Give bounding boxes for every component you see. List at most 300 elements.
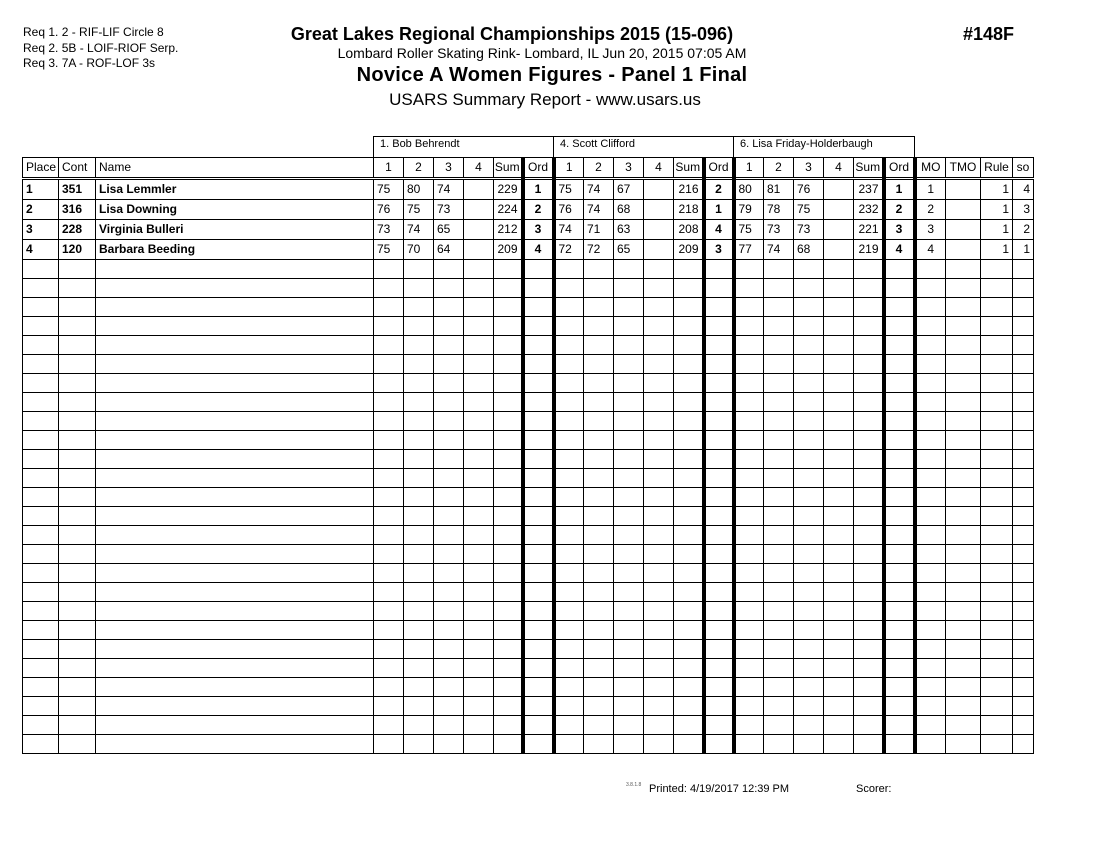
empty-cell [824,507,854,526]
empty-cell [644,279,674,298]
empty-cell [494,488,523,507]
empty-cell [981,488,1013,507]
empty-cell [824,412,854,431]
empty-cell [915,355,946,374]
empty-cell [644,393,674,412]
empty-cell [1013,450,1034,469]
empty-cell [434,298,464,317]
empty-table-row [23,678,1034,697]
judge2-fig2-cell: 71 [584,220,614,240]
empty-cell [946,336,981,355]
empty-cell [644,545,674,564]
cont-cell: 120 [59,240,96,260]
empty-cell [1013,507,1034,526]
judge1-fig1-cell: 73 [374,220,404,240]
empty-cell [884,298,915,317]
empty-cell [554,583,584,602]
empty-cell [404,488,434,507]
empty-cell [704,697,734,716]
judge2-fig3-cell: 67 [614,179,644,200]
judge3-fig3-cell: 68 [794,240,824,260]
empty-cell [644,640,674,659]
empty-cell [614,507,644,526]
empty-cell [614,469,644,488]
column-header-row [23,158,1034,179]
event-number: #148F [963,24,1015,44]
empty-cell [764,507,794,526]
empty-cell [494,564,523,583]
empty-cell [554,469,584,488]
empty-cell [554,488,584,507]
mo-cell: 2 [915,200,946,220]
empty-cell [981,507,1013,526]
judge1-ord-cell: 4 [523,240,554,260]
empty-cell [584,488,614,507]
empty-cell [794,564,824,583]
col-name: Name [96,158,374,179]
empty-cell [704,716,734,735]
empty-cell [584,336,614,355]
judge3-ord-cell: 1 [884,179,915,200]
mo-cell: 3 [915,220,946,240]
col-tmo: TMO [946,158,981,179]
empty-cell [96,393,374,412]
empty-cell [374,298,404,317]
empty-cell [981,564,1013,583]
empty-table-row [23,621,1034,640]
empty-cell [1013,564,1034,583]
empty-cell [824,317,854,336]
empty-cell [96,564,374,583]
empty-cell [674,450,704,469]
empty-cell [434,716,464,735]
empty-cell [23,716,59,735]
empty-table-row [23,431,1034,450]
empty-cell [464,564,494,583]
empty-cell [884,640,915,659]
empty-cell [434,260,464,279]
empty-cell [523,507,554,526]
rule-cell: 1 [981,240,1013,260]
empty-cell [644,469,674,488]
empty-cell [674,507,704,526]
empty-cell [734,545,764,564]
empty-cell [59,298,96,317]
empty-cell [981,450,1013,469]
empty-cell [374,374,404,393]
empty-cell [854,336,884,355]
empty-cell [614,735,644,754]
empty-cell [23,564,59,583]
empty-cell [674,355,704,374]
empty-cell [554,678,584,697]
judge1-fig3-cell: 64 [434,240,464,260]
empty-cell [614,526,644,545]
empty-cell [704,431,734,450]
empty-cell [374,412,404,431]
empty-cell [824,621,854,640]
empty-cell [915,507,946,526]
empty-cell [23,583,59,602]
empty-cell [734,317,764,336]
empty-cell [584,412,614,431]
empty-cell [404,279,434,298]
empty-cell [614,393,644,412]
judge1-fig4-cell [464,179,494,200]
empty-cell [404,621,434,640]
empty-cell [404,298,434,317]
empty-cell [59,488,96,507]
empty-cell [764,279,794,298]
empty-cell [23,279,59,298]
judge1-fig1-cell: 75 [374,179,404,200]
empty-cell [404,564,434,583]
empty-cell [374,640,404,659]
empty-cell [23,507,59,526]
empty-cell [794,412,824,431]
empty-cell [884,393,915,412]
judge3-fig4-cell [824,179,854,200]
empty-cell [464,469,494,488]
empty-cell [981,298,1013,317]
empty-cell [523,336,554,355]
empty-cell [946,716,981,735]
empty-cell [584,317,614,336]
empty-cell [946,545,981,564]
empty-cell [981,469,1013,488]
empty-cell [434,469,464,488]
empty-cell [884,716,915,735]
empty-cell [1013,697,1034,716]
empty-cell [884,735,915,754]
empty-cell [494,678,523,697]
empty-cell [23,317,59,336]
cont-cell: 316 [59,200,96,220]
empty-cell [674,260,704,279]
empty-table-row [23,260,1034,279]
empty-cell [884,412,915,431]
empty-cell [59,355,96,374]
empty-cell [59,545,96,564]
judge1-fig3-cell: 73 [434,200,464,220]
empty-cell [915,735,946,754]
empty-cell [23,431,59,450]
empty-cell [946,602,981,621]
empty-cell [494,355,523,374]
empty-cell [644,678,674,697]
empty-cell [96,659,374,678]
empty-cell [523,564,554,583]
empty-table-row [23,564,1034,583]
empty-cell [794,336,824,355]
empty-cell [374,678,404,697]
empty-cell [96,317,374,336]
empty-cell [824,716,854,735]
empty-cell [824,431,854,450]
empty-cell [584,507,614,526]
empty-cell [404,374,434,393]
empty-cell [704,260,734,279]
empty-cell [614,621,644,640]
judge3-fig4-cell [824,220,854,240]
empty-cell [674,336,704,355]
empty-cell [494,431,523,450]
empty-cell [854,298,884,317]
empty-cell [23,678,59,697]
empty-cell [584,374,614,393]
empty-cell [764,488,794,507]
empty-cell [464,431,494,450]
empty-cell [554,260,584,279]
empty-cell [584,583,614,602]
empty-cell [764,640,794,659]
empty-cell [554,317,584,336]
empty-table-row [23,716,1034,735]
judge3-ord-cell: 2 [884,200,915,220]
empty-cell [644,431,674,450]
empty-table-row [23,336,1034,355]
empty-cell [434,735,464,754]
empty-cell [674,640,704,659]
empty-cell [96,716,374,735]
empty-cell [915,374,946,393]
empty-cell [614,412,644,431]
name-cell: Lisa Lemmler [96,179,374,200]
empty-cell [644,298,674,317]
empty-cell [554,355,584,374]
empty-cell [59,564,96,583]
empty-cell [854,260,884,279]
empty-cell [464,602,494,621]
empty-cell [915,659,946,678]
empty-cell [494,545,523,564]
empty-cell [915,526,946,545]
empty-cell [59,317,96,336]
empty-cell [96,412,374,431]
col-rule: Rule [981,158,1013,179]
empty-cell [374,355,404,374]
empty-cell [854,279,884,298]
empty-cell [734,659,764,678]
empty-cell [523,374,554,393]
col-j3-fig1: 1 [734,158,764,179]
empty-cell [494,412,523,431]
judge2-fig1-cell: 75 [554,179,584,200]
results-table [22,157,1034,754]
empty-table-row [23,697,1034,716]
empty-cell [494,374,523,393]
empty-cell [554,298,584,317]
empty-cell [23,659,59,678]
judge-header-3: 6. Lisa Friday-Holderbaugh [733,136,915,157]
empty-cell [946,564,981,583]
col-j1-fig3: 3 [434,158,464,179]
table-row [23,240,1034,260]
empty-cell [434,488,464,507]
empty-cell [704,640,734,659]
judge1-sum-cell: 229 [494,179,523,200]
empty-cell [59,374,96,393]
empty-cell [824,260,854,279]
judge2-fig3-cell: 63 [614,220,644,240]
empty-cell [59,621,96,640]
empty-cell [794,374,824,393]
empty-cell [794,260,824,279]
event-title: Novice A Women Figures - Panel 1 Final [356,64,748,86]
empty-cell [854,678,884,697]
empty-table-row [23,659,1034,678]
empty-cell [614,640,644,659]
empty-cell [734,602,764,621]
col-j2-fig2: 2 [584,158,614,179]
empty-cell [434,697,464,716]
place-cell: 2 [23,200,59,220]
empty-cell [884,526,915,545]
empty-cell [404,393,434,412]
empty-cell [674,583,704,602]
empty-cell [404,431,434,450]
empty-cell [96,526,374,545]
judge3-fig3-cell: 76 [794,179,824,200]
col-j3-fig3: 3 [794,158,824,179]
tmo-cell [946,179,981,200]
empty-cell [494,393,523,412]
scorer-label: Scorer: [856,783,892,795]
empty-cell [824,640,854,659]
empty-cell [854,602,884,621]
empty-cell [96,469,374,488]
venue-line: Lombard Roller Skating Rink- Lombard, IL Jun 20, 2015 07:05 AM [337,45,747,61]
empty-cell [404,507,434,526]
empty-cell [523,678,554,697]
judge3-sum-cell: 219 [854,240,884,260]
empty-cell [981,640,1013,659]
empty-cell [59,336,96,355]
place-cell: 3 [23,220,59,240]
empty-cell [96,374,374,393]
empty-cell [614,564,644,583]
empty-cell [584,678,614,697]
empty-cell [824,393,854,412]
empty-cell [764,469,794,488]
empty-cell [614,336,644,355]
empty-cell [434,317,464,336]
empty-cell [854,545,884,564]
empty-cell [374,716,404,735]
judge2-fig4-cell [644,220,674,240]
software-version: 3.8.1.8 [626,782,642,788]
empty-cell [374,336,404,355]
empty-cell [523,621,554,640]
empty-table-row [23,507,1034,526]
empty-cell [734,488,764,507]
empty-cell [915,640,946,659]
empty-cell [523,469,554,488]
empty-cell [794,716,824,735]
judge3-fig3-cell: 73 [794,220,824,240]
so-cell: 3 [1013,200,1034,220]
empty-cell [464,735,494,754]
empty-cell [96,735,374,754]
empty-cell [434,526,464,545]
empty-cell [981,678,1013,697]
empty-cell [96,640,374,659]
empty-cell [794,526,824,545]
empty-cell [764,621,794,640]
empty-cell [981,602,1013,621]
name-cell: Virginia Bulleri [96,220,374,240]
empty-cell [915,621,946,640]
empty-cell [554,279,584,298]
empty-cell [854,507,884,526]
empty-cell [96,355,374,374]
empty-cell [523,450,554,469]
empty-cell [764,602,794,621]
empty-cell [523,298,554,317]
empty-cell [494,697,523,716]
empty-cell [23,355,59,374]
empty-cell [404,583,434,602]
empty-cell [794,450,824,469]
empty-cell [704,355,734,374]
col-j1-fig1: 1 [374,158,404,179]
empty-cell [554,716,584,735]
empty-cell [584,431,614,450]
empty-cell [374,602,404,621]
empty-cell [494,526,523,545]
empty-cell [915,602,946,621]
empty-cell [644,374,674,393]
empty-cell [674,298,704,317]
col-j1-fig4: 4 [464,158,494,179]
judge1-fig2-cell: 74 [404,220,434,240]
empty-cell [981,735,1013,754]
empty-cell [734,469,764,488]
empty-cell [464,488,494,507]
empty-cell [523,583,554,602]
empty-cell [494,507,523,526]
empty-cell [404,260,434,279]
empty-cell [494,279,523,298]
empty-cell [704,507,734,526]
empty-cell [915,716,946,735]
empty-cell [764,355,794,374]
empty-cell [434,564,464,583]
col-cont: Cont [59,158,96,179]
empty-cell [23,735,59,754]
empty-cell [464,678,494,697]
empty-cell [23,640,59,659]
empty-cell [915,279,946,298]
empty-cell [404,336,434,355]
empty-cell [854,317,884,336]
judge3-fig2-cell: 78 [764,200,794,220]
empty-cell [734,393,764,412]
empty-cell [824,659,854,678]
empty-cell [884,317,915,336]
empty-cell [854,697,884,716]
empty-cell [946,659,981,678]
empty-cell [584,450,614,469]
empty-cell [96,621,374,640]
empty-cell [644,735,674,754]
empty-cell [884,450,915,469]
empty-cell [704,279,734,298]
empty-cell [23,469,59,488]
empty-cell [614,260,644,279]
empty-cell [644,602,674,621]
empty-cell [23,412,59,431]
